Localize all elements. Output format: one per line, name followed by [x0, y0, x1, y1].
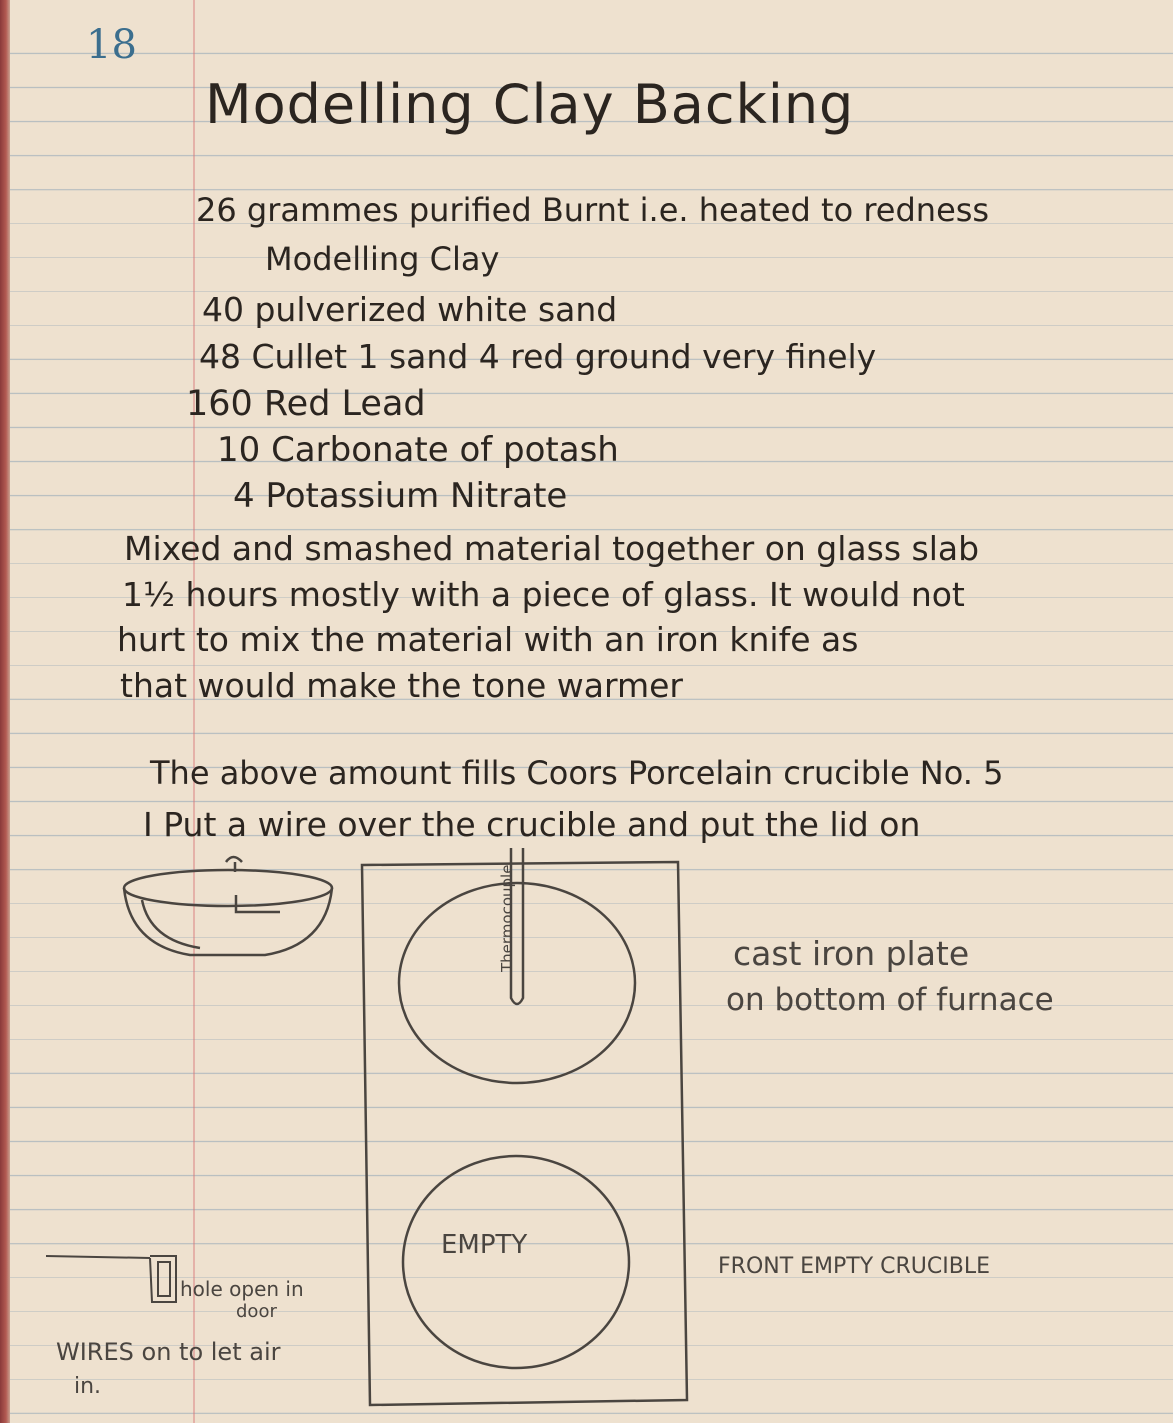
wires-note-line-1: WIRES on to let air [56, 1338, 281, 1366]
instruction-line-3: hurt to mix the material with an iron knife as [117, 620, 859, 659]
ingredient-2: 40 pulverized white sand [202, 290, 618, 329]
instruction-line-4: that would make the tone warmer [120, 666, 683, 705]
note-line-2: I Put a wire over the crucible and put the lid on [143, 805, 921, 844]
page-number: 18 [86, 22, 137, 68]
ingredient-1-line2: Modelling Clay [265, 240, 500, 278]
instruction-line-1: Mixed and smashed material together on glass slab [124, 529, 980, 568]
thermocouple-label: Thermocouple [498, 864, 516, 972]
ingredient-5: 10 Carbonate of potash [217, 430, 619, 470]
wires-note-line-2: in. [74, 1374, 102, 1399]
plate-label-line-2: on bottom of furnace [726, 982, 1054, 1018]
door-note-line-1: hole open in [180, 1277, 304, 1301]
instruction-line-2: 1½ hours mostly with a piece of glass. It would not [122, 575, 965, 614]
plate-label-line-1: cast iron plate [733, 934, 970, 973]
front-empty-crucible-label: FRONT EMPTY CRUCIBLE [718, 1254, 991, 1279]
door-hole-drawing [46, 1256, 176, 1302]
empty-label: EMPTY [441, 1230, 528, 1260]
ingredient-4: 160 Red Lead [186, 384, 426, 424]
ingredient-6: 4 Potassium Nitrate [233, 476, 568, 516]
page-title: Modelling Clay Backing [205, 73, 855, 136]
door-note-line-2: door [236, 1301, 277, 1322]
crucible-bowl-drawing [124, 857, 332, 955]
note-line-1: The above amount fills Coors Porcelain crucible No. 5 [150, 754, 1004, 792]
ingredient-1-line1: 26 grammes purified Burnt i.e. heated to redness [196, 191, 990, 229]
ingredient-3: 48 Cullet 1 sand 4 red ground very finely [199, 337, 877, 376]
furnace-plate-drawing [362, 848, 687, 1405]
